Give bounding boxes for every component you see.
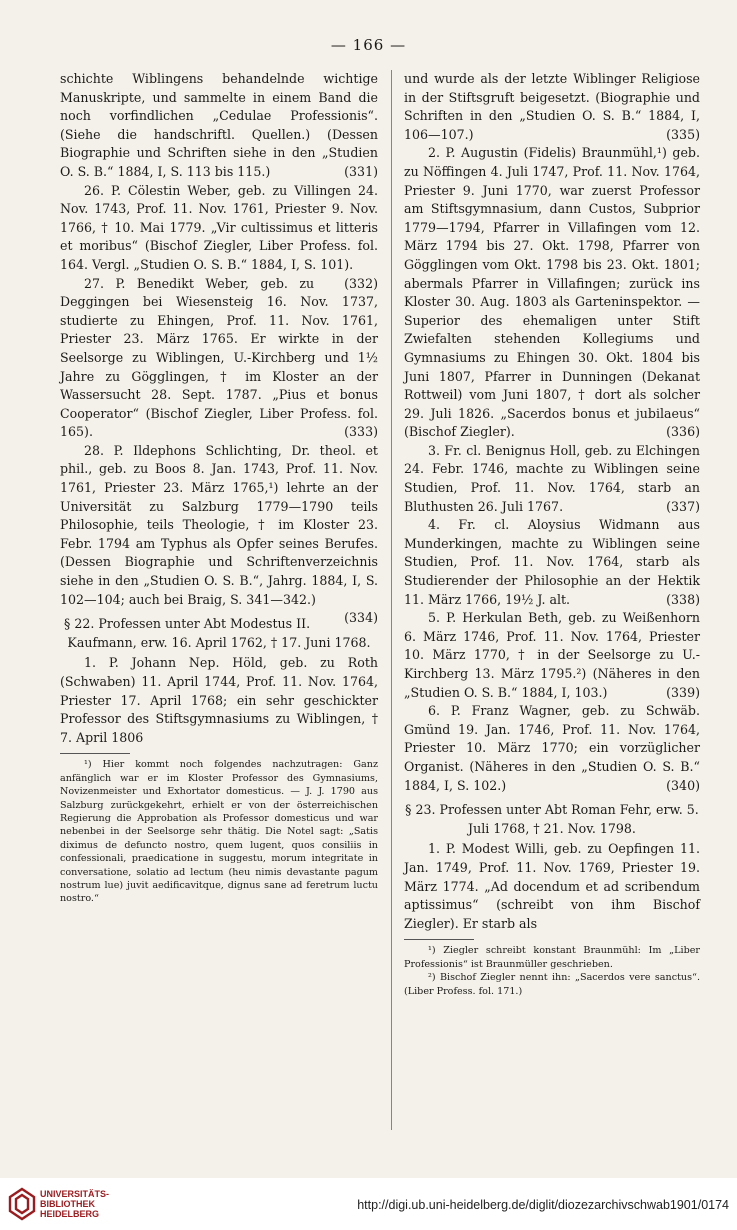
- footnote: ¹) Hier kommt noch folgendes nachzutragen: Ganz anfänglich war er im Kloster Professor des Gymnasiums, Novizenmeister und Exhortator domesticus. — J. J. 1790 aus Salzburg zurückgekehrt, erhielt er von der österreichischen Regierung die Approbation als Professor domesticus und war nebenbei in der Seelsorge sehr thätig. Die Notel sagt: „Satis diximus de defuncto nostro, quem lugent, quos consiliis in confessionali, praedicatione in suggestu, morum integritate in conversatione, solatio ad lectum (heu nimis devastante pagum nostrum lue) juvit aedificavitque, dignus sane ad feretrum luctu nostro.“: [60, 759, 378, 905]
- entry-paragraph: 2. P. Augustin (Fidelis) Braunmühl,¹) geb. zu Nöffingen 4. Juli 1747, Prof. 11. Nov. 1764, Priester 9. Juni 1770, war zuerst Professor am Stiftsgymnasium, dann Custos, Subprior 1779—1794, Pfarrer in Villafingen vom 12. März 1794 bis 27. Okt. 1798, Pfarrer von Gögglingen vom Okt. 1798 bis 23. Okt. 1801; abermals Pfarrer in Villafingen; zurück ins Kloster 30. Aug. 1803 als Garteninspektor. — Superior des ehemaligen unter Stift Zwiefalten stehenden Kollegiums und Gymnasiums zu Ehingen 30. Okt. 1804 bis Juni 1807, Pfarrer in Dunningen (Dekanat Rottweil) vom Juni 1807, † dort als solcher 29. Juli 1826. „Sacerdos bonus et jubilaeus“ (Bischof Ziegler). (336): [404, 144, 700, 442]
- entry-paragraph: 28. P. Ildephons Schlichting, Dr. theol. et phil., geb. zu Boos 8. Jan. 1743, Prof. 11. Nov. 1761, Priester 23. März 1765,¹) lehrte an der Universität zu Salzburg 1779—1790 teils Philosophie, teils Theologie, † im Kloster 23. Febr. 1794 am Typhus als Opfer seines Berufes. (Dessen Biographie und Schriftenverzeichnis siehe in den „Studien O. S. B.“, Jahrg. 1884, I, S. 102—104; auch bei Braig, S. 341—342.) (334): [60, 442, 378, 609]
- right-column: [404, 70, 700, 998]
- entry-paragraph: 6. P. Franz Wagner, geb. zu Schwäb. Gmünd 19. Jan. 1746, Prof. 11. Nov. 1764, Priester 10. März 1770; ein vorzüglicher Organist. (Näheres in den „Studien O. S. B.“ 1884, I, S. 102.) (340): [404, 702, 700, 795]
- entry-paragraph: 26. P. Cölestin Weber, geb. zu Villingen 24. Nov. 1743, Prof. 11. Nov. 1761, Priester 9. Nov. 1766, † 10. Mai 1779. „Vir cultissimus et litteris et moribus“ (Bischof Ziegler, Liber Profess. fol. 164. Vergl. „Studien O. S. B.“ 1884, I, S. 101). (332): [60, 182, 378, 275]
- left-column: [60, 70, 378, 906]
- entry-paragraph: und wurde als der letzte Wiblinger Religiose in der Stiftsgruft beigesetzt. (Biographie und Schriften in den „Studien O. S. B.“ 1884, I, 106—107.) (335): [404, 70, 700, 144]
- library-name: UNIVERSITÄTS- BIBLIOTHEK HEIDELBERG: [40, 1189, 110, 1219]
- entry-number: (340): [666, 777, 700, 793]
- permalink-url[interactable]: http://digi.ub.uni-heidelberg.de/diglit/diozezarchivschwab1901/0174: [357, 1198, 729, 1212]
- viewer-footer: [0, 1178, 737, 1230]
- footnote-rule: [404, 939, 474, 940]
- entry-paragraph: 27. P. Benedikt Weber, geb. zu Deggingen bei Wiesensteig 16. Nov. 1737, studierte zu Ehingen, Prof. 11. Nov. 1761, Priester 23. März 1765. Er wirkte in der Seelsorge zu Wiblingen, U.-Kirchberg und 1½ Jahre zu Gögglingen, † im Kloster an der Wassersucht 28. Sept. 1787. „Pius et bonus Cooperator“ (Bischof Ziegler, Liber Profess. fol. 165). (333): [60, 275, 378, 442]
- column-divider: [391, 70, 392, 1130]
- footnote: ¹) Ziegler schreibt konstant Braunmühl: Im „Liber Professionis“ ist Braunmüller geschrieben.: [404, 945, 700, 970]
- section-heading: § 23. Professen unter Abt Roman Fehr, erw. 5. Juli 1768, † 21. Nov. 1798.: [405, 802, 699, 836]
- footnote-rule: [60, 753, 130, 754]
- entry-number: (338): [666, 591, 700, 607]
- entry-paragraph: 5. P. Herkulan Beth, geb. zu Weißenhorn 6. März 1746, Prof. 11. Nov. 1764, Priester 10. März 1770, † in der Seelsorge zu U.-Kirchberg 13. März 1795.²) (Näheres in den „Studien O. S. B.“ 1884, I, 103.) (339): [404, 609, 700, 702]
- entry-paragraph: 1. P. Modest Willi, geb. zu Oepfingen 11. Jan. 1749, Prof. 11. Nov. 1769, Priester 19. März 1774. „Ad docendum et ad scribendum aptissimus“ (schreibt von ihm Bischof Ziegler). Er starb als: [404, 841, 700, 931]
- entry-number: (339): [666, 684, 700, 700]
- entry-number: (333): [344, 424, 378, 440]
- entry-number: (335): [666, 126, 700, 142]
- entry-paragraph: 3. Fr. cl. Benignus Holl, geb. zu Elchingen 24. Febr. 1746, machte zu Wiblingen seine Studien, Prof. 11. Nov. 1764, starb an Bluthusten 26. Juli 1767. (337): [404, 442, 700, 516]
- entry-paragraph: 4. Fr. cl. Aloysius Widmann aus Munderkingen, machte zu Wiblingen seine Studien, Prof. 11. Nov. 1764, starb als Studierender der Philosophie an der Hektik 11. März 1766, 19½ J. alt. (338): [404, 516, 700, 609]
- entry-number: (332): [344, 275, 378, 291]
- section-heading: § 22. Professen unter Abt Modestus II. Kaufmann, erw. 16. April 1762, † 17. Juni 1768.: [64, 616, 371, 650]
- entry-number: (331): [344, 163, 378, 179]
- entry-number: (334): [344, 610, 378, 626]
- university-logo-icon: [8, 1187, 36, 1221]
- entry-paragraph: schichte Wiblingens behandelnde wichtige Manuskripte, und sammelte in einem Band die noch vorfindlichen „Cedulae Professionis“. (Siehe die handschriftl. Quellen.) (Dessen Biographie und Schriften siehe in den „Studien O. S. B.“ 1884, I, S. 113 bis 115.) (331): [60, 70, 378, 182]
- entry-number: (337): [666, 498, 700, 514]
- footnote: ²) Bischof Ziegler nennt ihn: „Sacerdos vere sanctus“. (Liber Profess. fol. 171.): [404, 972, 700, 997]
- entry-number: (336): [666, 424, 700, 440]
- page-number: — 166 —: [330, 36, 407, 54]
- entry-paragraph: 1. P. Johann Nep. Höld, geb. zu Roth (Schwaben) 11. April 1744, Prof. 11. Nov. 1764, Priester 17. April 1768; ein sehr geschickter Professor des Stiftsgymnasiums zu Wiblingen, † 7. April 1806: [60, 655, 378, 745]
